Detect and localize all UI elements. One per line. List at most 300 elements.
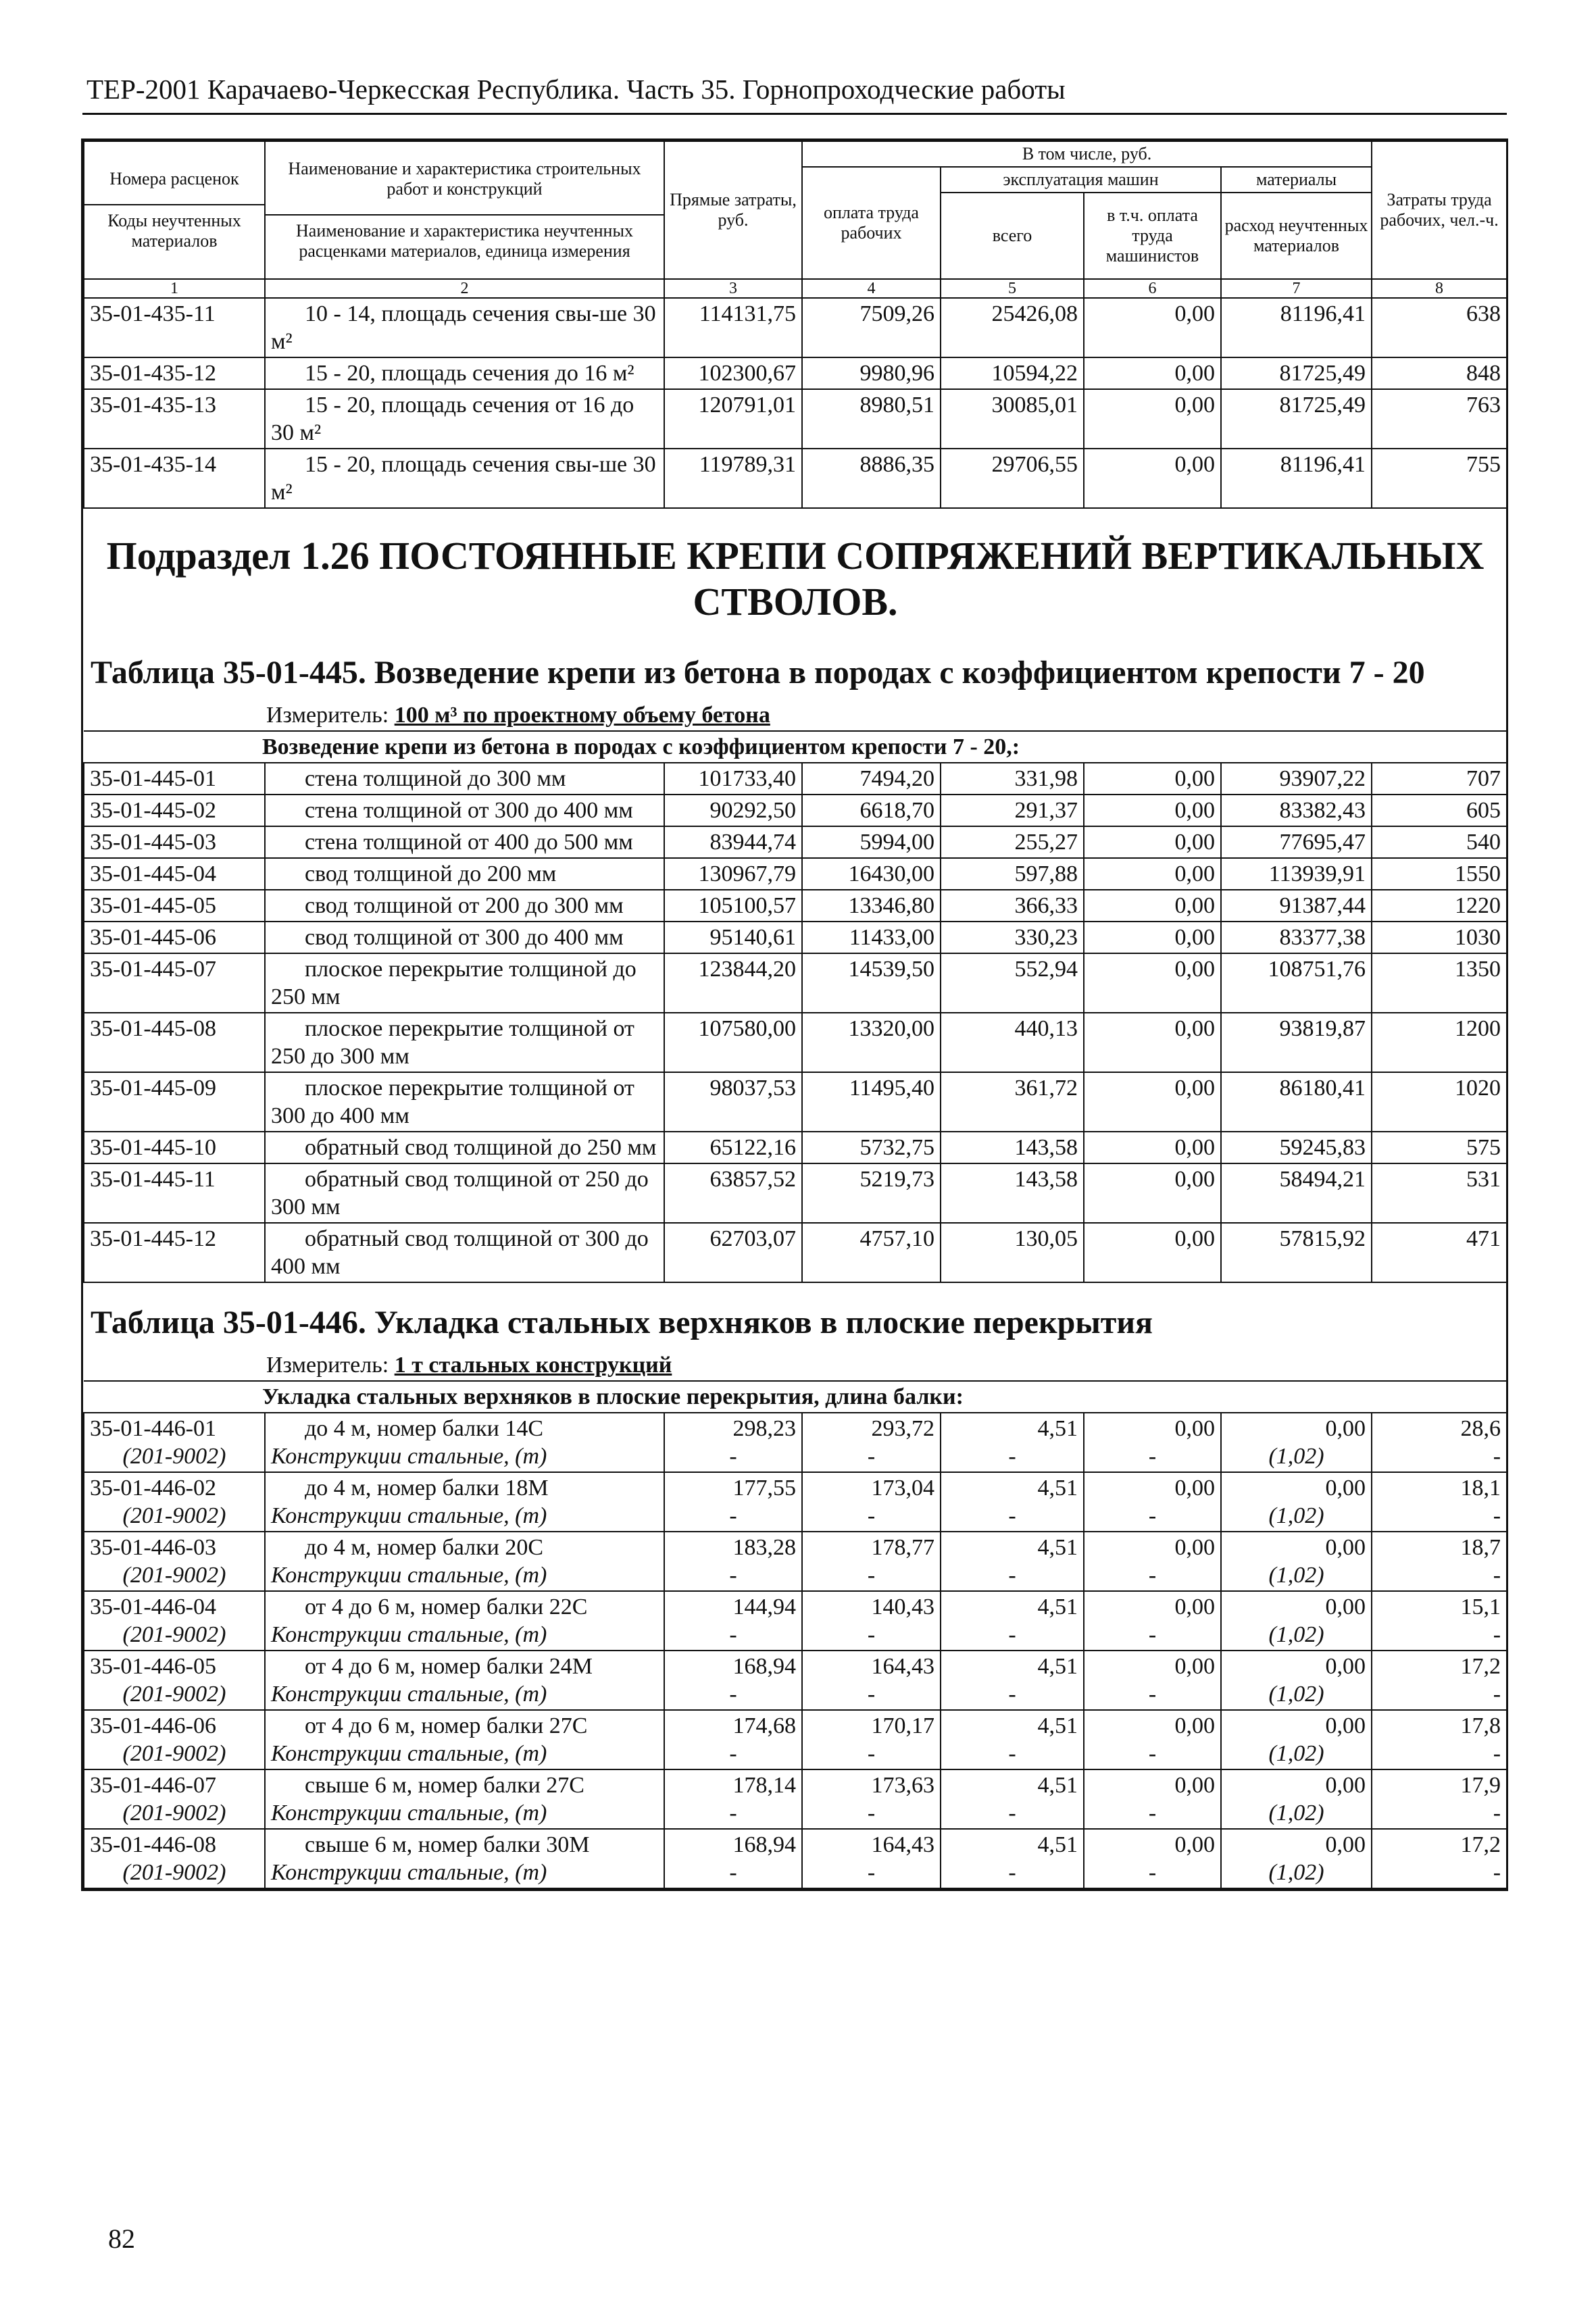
- rate-code: 35-01-445-02: [84, 795, 265, 826]
- dash-cell: -: [802, 1799, 941, 1829]
- materials-cost: 81725,49: [1221, 357, 1372, 389]
- direct-cost: 119789,31: [664, 449, 802, 508]
- materials-cost: 93819,87: [1221, 1013, 1372, 1072]
- table-row: [84, 1072, 1507, 1132]
- materials-cost: 83382,43: [1221, 795, 1372, 826]
- dash-cell: -: [941, 1859, 1084, 1888]
- dash-cell: -: [802, 1442, 941, 1472]
- direct-cost: 62703,07: [664, 1223, 802, 1282]
- table-title: Таблица 35-01-445. Возведение крепи из бетона в породах с коэффициентом крепости 7 - 20: [91, 655, 1425, 690]
- worker-pay: 7494,20: [802, 763, 941, 795]
- rate-code: 35-01-445-06: [84, 922, 265, 953]
- labor-cost: 575: [1372, 1132, 1507, 1163]
- table-row: [84, 1413, 1507, 1442]
- materials-cost: 81196,41: [1221, 449, 1372, 508]
- worker-pay: 5732,75: [802, 1132, 941, 1163]
- worker-pay: 16430,00: [802, 858, 941, 890]
- worker-pay: 140,43: [802, 1591, 941, 1621]
- materials-cost: 0,00: [1221, 1413, 1372, 1442]
- machines-cost: 291,37: [941, 795, 1084, 826]
- table-row: [84, 953, 1507, 1013]
- table-row: [84, 449, 1507, 508]
- labor-cost: 15,1: [1372, 1591, 1507, 1621]
- dash-cell: -: [941, 1442, 1084, 1472]
- machines-cost: 25426,08: [941, 298, 1084, 357]
- machines-cost: 361,72: [941, 1072, 1084, 1132]
- labor-cost: 17,2: [1372, 1829, 1507, 1859]
- direct-cost: 123844,20: [664, 953, 802, 1013]
- direct-cost: 98037,53: [664, 1072, 802, 1132]
- labor-cost: 763: [1372, 389, 1507, 449]
- drivers-pay: 0,00: [1084, 826, 1221, 858]
- materials-cost: 81196,41: [1221, 298, 1372, 357]
- dash-cell: -: [1084, 1740, 1221, 1769]
- dash-cell: -: [1372, 1561, 1507, 1591]
- rate-code: 35-01-435-14: [84, 449, 265, 508]
- col-number: 2: [265, 279, 664, 298]
- col-names-bottom: Наименование и характеристика неучтенных расценками материалов, единица измерения: [296, 221, 633, 261]
- material-name: Конструкции стальные, (т): [265, 1680, 664, 1710]
- section-title-row: [84, 508, 1507, 637]
- machines-cost: 10594,22: [941, 357, 1084, 389]
- materials-cost: 0,00: [1221, 1532, 1372, 1561]
- labor-cost: 17,9: [1372, 1769, 1507, 1799]
- dash-cell: -: [1372, 1442, 1507, 1472]
- material-consumption: (1,02): [1221, 1442, 1372, 1472]
- direct-cost: 144,94: [664, 1591, 802, 1621]
- table-row: [84, 890, 1507, 922]
- machines-cost: 4,51: [941, 1472, 1084, 1502]
- dash-cell: -: [1084, 1859, 1221, 1888]
- drivers-pay: 0,00: [1084, 1163, 1221, 1223]
- col-names-top: Наименование и характеристика строительных работ и конструкций: [288, 159, 641, 199]
- materials-cost: 77695,47: [1221, 826, 1372, 858]
- direct-cost: 114131,75: [664, 298, 802, 357]
- work-name: стена толщиной до 300 мм: [265, 763, 664, 795]
- dash-cell: -: [1372, 1680, 1507, 1710]
- rate-code: 35-01-445-05: [84, 890, 265, 922]
- table-row: [84, 763, 1507, 795]
- table-title: Таблица 35-01-446. Укладка стальных верхняков в плоские перекрытия: [84, 1282, 1507, 1349]
- direct-cost: 130967,79: [664, 858, 802, 890]
- table-row: [84, 922, 1507, 953]
- table-row: [84, 1223, 1507, 1282]
- material-consumption: (1,02): [1221, 1799, 1372, 1829]
- rate-code: 35-01-446-05: [84, 1651, 265, 1680]
- direct-cost: 174,68: [664, 1710, 802, 1740]
- work-name: плоское перекрытие толщиной до 250 мм: [265, 953, 664, 1013]
- col-pay-header: оплата труда рабочих: [802, 167, 941, 279]
- machines-cost: 597,88: [941, 858, 1084, 890]
- materials-cost: 86180,41: [1221, 1072, 1372, 1132]
- section-title: Подраздел 1.26 ПОСТОЯННЫЕ КРЕПИ СОПРЯЖЕНИЙ ВЕРТИКАЛЬНЫХ СТВОЛОВ.: [84, 508, 1507, 637]
- direct-cost: 177,55: [664, 1472, 802, 1502]
- worker-pay: 9980,96: [802, 357, 941, 389]
- labor-cost: 1030: [1372, 922, 1507, 953]
- table-row: [84, 1591, 1507, 1621]
- machines-cost: 143,58: [941, 1163, 1084, 1223]
- group-title: Возведение крепи из бетона в породах с коэффициентом крепости 7 - 20,:: [84, 731, 1507, 763]
- group-title-row: [84, 1381, 1507, 1413]
- labor-cost: 848: [1372, 357, 1507, 389]
- labor-cost: 707: [1372, 763, 1507, 795]
- rate-code: 35-01-445-12: [84, 1223, 265, 1282]
- price-table-frame: [81, 139, 1508, 1891]
- material-code: (201-9002): [84, 1502, 265, 1532]
- labor-cost: 17,2: [1372, 1651, 1507, 1680]
- worker-pay: 173,04: [802, 1472, 941, 1502]
- machines-cost: 331,98: [941, 763, 1084, 795]
- dash-cell: -: [664, 1502, 802, 1532]
- drivers-pay: 0,00: [1084, 298, 1221, 357]
- machines-cost: 4,51: [941, 1829, 1084, 1859]
- direct-cost: 105100,57: [664, 890, 802, 922]
- material-row: [84, 1502, 1507, 1532]
- rate-code: 35-01-445-07: [84, 953, 265, 1013]
- worker-pay: 4757,10: [802, 1223, 941, 1282]
- table-row: [84, 826, 1507, 858]
- work-name: 15 - 20, площадь сечения свы-ше 30 м²: [265, 449, 664, 508]
- drivers-pay: 0,00: [1084, 449, 1221, 508]
- dash-cell: -: [802, 1502, 941, 1532]
- dash-cell: -: [664, 1442, 802, 1472]
- materials-cost: 81725,49: [1221, 389, 1372, 449]
- machines-cost: 330,23: [941, 922, 1084, 953]
- rate-code: 35-01-446-08: [84, 1829, 265, 1859]
- work-name: 15 - 20, площадь сечения от 16 до 30 м²: [265, 389, 664, 449]
- drivers-pay: 0,00: [1084, 1591, 1221, 1621]
- machines-cost: 30085,01: [941, 389, 1084, 449]
- dash-cell: -: [1084, 1502, 1221, 1532]
- direct-cost: 120791,01: [664, 389, 802, 449]
- dash-cell: -: [941, 1561, 1084, 1591]
- group-title-row: [84, 731, 1507, 763]
- price-table: [83, 141, 1507, 1889]
- drivers-pay: 0,00: [1084, 1072, 1221, 1132]
- drivers-pay: 0,00: [1084, 1413, 1221, 1442]
- machines-cost: 130,05: [941, 1223, 1084, 1282]
- drivers-pay: 0,00: [1084, 1769, 1221, 1799]
- dash-cell: -: [941, 1680, 1084, 1710]
- table-row: [84, 1472, 1507, 1502]
- drivers-pay: 0,00: [1084, 1013, 1221, 1072]
- drivers-pay: 0,00: [1084, 1223, 1221, 1282]
- dash-cell: -: [941, 1621, 1084, 1651]
- labor-cost: 540: [1372, 826, 1507, 858]
- drivers-pay: 0,00: [1084, 1710, 1221, 1740]
- machines-cost: 552,94: [941, 953, 1084, 1013]
- work-name: стена толщиной от 400 до 500 мм: [265, 826, 664, 858]
- material-row: [84, 1799, 1507, 1829]
- drivers-pay: 0,00: [1084, 357, 1221, 389]
- machines-cost: 366,33: [941, 890, 1084, 922]
- material-code: (201-9002): [84, 1680, 265, 1710]
- worker-pay: 7509,26: [802, 298, 941, 357]
- rate-code: 35-01-446-06: [84, 1710, 265, 1740]
- direct-cost: 168,94: [664, 1829, 802, 1859]
- dash-cell: -: [802, 1561, 941, 1591]
- work-name: от 4 до 6 м, номер балки 24М: [265, 1651, 664, 1680]
- measure-label: Измеритель:: [266, 703, 389, 728]
- worker-pay: 11433,00: [802, 922, 941, 953]
- col-number: 6: [1084, 279, 1221, 298]
- page-number: 82: [108, 2223, 135, 2254]
- work-name: плоское перекрытие толщиной от 300 до 400 мм: [265, 1072, 664, 1132]
- labor-cost: 531: [1372, 1163, 1507, 1223]
- col-number: 1: [84, 279, 265, 298]
- measure-value: 1 т стальных конструкций: [394, 1353, 672, 1378]
- table-row: [84, 357, 1507, 389]
- drivers-pay: 0,00: [1084, 795, 1221, 826]
- materials-cost: 0,00: [1221, 1769, 1372, 1799]
- col-materials-header: материалы: [1221, 167, 1372, 193]
- materials-cost: 108751,76: [1221, 953, 1372, 1013]
- worker-pay: 5219,73: [802, 1163, 941, 1223]
- materials-cost: 0,00: [1221, 1651, 1372, 1680]
- rate-code: 35-01-446-02: [84, 1472, 265, 1502]
- drivers-pay: 0,00: [1084, 1472, 1221, 1502]
- drivers-pay: 0,00: [1084, 890, 1221, 922]
- material-name: Конструкции стальные, (т): [265, 1859, 664, 1888]
- dash-cell: -: [802, 1859, 941, 1888]
- dash-cell: -: [1372, 1502, 1507, 1532]
- materials-cost: 0,00: [1221, 1829, 1372, 1859]
- header-rule: [82, 113, 1507, 115]
- drivers-pay: 0,00: [1084, 389, 1221, 449]
- material-consumption: (1,02): [1221, 1621, 1372, 1651]
- measure-value: 100 м³ по проектному объему бетона: [394, 703, 770, 728]
- material-code: (201-9002): [84, 1621, 265, 1651]
- material-consumption: (1,02): [1221, 1680, 1372, 1710]
- col-drivers-header: в т.ч. оплата труда машинистов: [1084, 193, 1221, 279]
- drivers-pay: 0,00: [1084, 1829, 1221, 1859]
- col-total-header: всего: [941, 193, 1084, 279]
- material-row: [84, 1680, 1507, 1710]
- measure-line: [84, 699, 1507, 731]
- worker-pay: 8980,51: [802, 389, 941, 449]
- rate-code: 35-01-445-03: [84, 826, 265, 858]
- dash-cell: -: [1084, 1799, 1221, 1829]
- drivers-pay: 0,00: [1084, 953, 1221, 1013]
- table-row: [84, 858, 1507, 890]
- labor-cost: 755: [1372, 449, 1507, 508]
- machines-cost: 255,27: [941, 826, 1084, 858]
- labor-cost: 471: [1372, 1223, 1507, 1282]
- material-row: [84, 1442, 1507, 1472]
- drivers-pay: 0,00: [1084, 1532, 1221, 1561]
- material-consumption: (1,02): [1221, 1859, 1372, 1888]
- work-name: свыше 6 м, номер балки 27С: [265, 1769, 664, 1799]
- rate-code: 35-01-446-04: [84, 1591, 265, 1621]
- work-name: до 4 м, номер балки 18М: [265, 1472, 664, 1502]
- col-codes-header: [84, 141, 265, 279]
- worker-pay: 11495,40: [802, 1072, 941, 1132]
- work-name: обратный свод толщиной от 250 до 300 мм: [265, 1163, 664, 1223]
- table-row: [84, 298, 1507, 357]
- material-row: [84, 1859, 1507, 1888]
- material-name: Конструкции стальные, (т): [265, 1502, 664, 1532]
- materials-cost: 57815,92: [1221, 1223, 1372, 1282]
- worker-pay: 13346,80: [802, 890, 941, 922]
- work-name: свод толщиной от 300 до 400 мм: [265, 922, 664, 953]
- material-name: Конструкции стальные, (т): [265, 1799, 664, 1829]
- page-header: ТЕР-2001 Карачаево-Черкесская Республика. Часть 35. Горнопроходческие работы: [86, 74, 1066, 105]
- material-row: [84, 1561, 1507, 1591]
- dash-cell: -: [802, 1740, 941, 1769]
- work-name: 10 - 14, площадь сечения свы-ше 30 м²: [265, 298, 664, 357]
- work-name: плоское перекрытие толщиной от 250 до 300 мм: [265, 1013, 664, 1072]
- col-number: 5: [941, 279, 1084, 298]
- direct-cost: 298,23: [664, 1413, 802, 1442]
- table-row: [84, 1163, 1507, 1223]
- col-consumption-header: расход неучтенных материалов: [1221, 193, 1372, 279]
- rate-code: 35-01-446-07: [84, 1769, 265, 1799]
- material-consumption: (1,02): [1221, 1502, 1372, 1532]
- rate-code: 35-01-445-11: [84, 1163, 265, 1223]
- worker-pay: 164,43: [802, 1651, 941, 1680]
- work-name: 15 - 20, площадь сечения до 16 м²: [265, 357, 664, 389]
- dash-cell: -: [1084, 1561, 1221, 1591]
- table-row: [84, 1829, 1507, 1859]
- materials-cost: 0,00: [1221, 1710, 1372, 1740]
- materials-cost: 59245,83: [1221, 1132, 1372, 1163]
- dash-cell: -: [664, 1680, 802, 1710]
- rate-code: 35-01-445-01: [84, 763, 265, 795]
- drivers-pay: 0,00: [1084, 1651, 1221, 1680]
- material-consumption: (1,02): [1221, 1561, 1372, 1591]
- dash-cell: -: [664, 1561, 802, 1591]
- worker-pay: 173,63: [802, 1769, 941, 1799]
- machines-cost: 4,51: [941, 1532, 1084, 1561]
- material-code: (201-9002): [84, 1859, 265, 1888]
- machines-cost: 4,51: [941, 1710, 1084, 1740]
- rate-code: 35-01-446-03: [84, 1532, 265, 1561]
- worker-pay: 14539,50: [802, 953, 941, 1013]
- labor-cost: 18,1: [1372, 1472, 1507, 1502]
- dash-cell: -: [1084, 1621, 1221, 1651]
- material-consumption: (1,02): [1221, 1740, 1372, 1769]
- dash-cell: -: [1372, 1740, 1507, 1769]
- materials-cost: 83377,38: [1221, 922, 1372, 953]
- col-codes-top: Номера расценок: [109, 169, 239, 188]
- table-row: [84, 1532, 1507, 1561]
- material-name: Конструкции стальные, (т): [265, 1561, 664, 1591]
- work-name: обратный свод толщиной от 300 до 400 мм: [265, 1223, 664, 1282]
- work-name: до 4 м, номер балки 14С: [265, 1413, 664, 1442]
- dash-cell: -: [664, 1859, 802, 1888]
- direct-cost: 63857,52: [664, 1163, 802, 1223]
- material-code: (201-9002): [84, 1442, 265, 1472]
- worker-pay: 164,43: [802, 1829, 941, 1859]
- work-name: свыше 6 м, номер балки 30М: [265, 1829, 664, 1859]
- measure-line: [84, 1349, 1507, 1381]
- material-code: (201-9002): [84, 1799, 265, 1829]
- table-row: [84, 1769, 1507, 1799]
- machines-cost: 4,51: [941, 1769, 1084, 1799]
- dash-cell: -: [1084, 1680, 1221, 1710]
- table-row: [84, 1013, 1507, 1072]
- dash-cell: -: [1372, 1621, 1507, 1651]
- machines-cost: 4,51: [941, 1651, 1084, 1680]
- table-row: [84, 1651, 1507, 1680]
- material-row: [84, 1621, 1507, 1651]
- dash-cell: -: [664, 1799, 802, 1829]
- materials-cost: 0,00: [1221, 1472, 1372, 1502]
- machines-cost: 4,51: [941, 1413, 1084, 1442]
- rate-code: 35-01-435-12: [84, 357, 265, 389]
- dash-cell: -: [941, 1799, 1084, 1829]
- machines-cost: 440,13: [941, 1013, 1084, 1072]
- materials-cost: 91387,44: [1221, 890, 1372, 922]
- labor-cost: 17,8: [1372, 1710, 1507, 1740]
- direct-cost: 101733,40: [664, 763, 802, 795]
- labor-cost: 638: [1372, 298, 1507, 357]
- col-machines-header: эксплуатация машин: [941, 167, 1221, 193]
- worker-pay: 178,77: [802, 1532, 941, 1561]
- price-table-body: [84, 141, 1507, 1888]
- drivers-pay: 0,00: [1084, 1132, 1221, 1163]
- direct-cost: 83944,74: [664, 826, 802, 858]
- work-name: свод толщиной от 200 до 300 мм: [265, 890, 664, 922]
- group-title: Укладка стальных верхняков в плоские перекрытия, длина балки:: [84, 1381, 1507, 1413]
- col-number: 8: [1372, 279, 1507, 298]
- direct-cost: 168,94: [664, 1651, 802, 1680]
- worker-pay: 293,72: [802, 1413, 941, 1442]
- col-codes-bottom: Коды неучтенных материалов: [107, 211, 241, 251]
- dash-cell: -: [1084, 1442, 1221, 1472]
- table-title-row: [84, 637, 1507, 699]
- machines-cost: 143,58: [941, 1132, 1084, 1163]
- work-name: обратный свод толщиной до 250 мм: [265, 1132, 664, 1163]
- measure-line-row: [84, 1349, 1507, 1381]
- labor-cost: 18,7: [1372, 1532, 1507, 1561]
- rate-code: 35-01-435-11: [84, 298, 265, 357]
- dash-cell: -: [664, 1740, 802, 1769]
- materials-cost: 0,00: [1221, 1591, 1372, 1621]
- material-name: Конструкции стальные, (т): [265, 1442, 664, 1472]
- col-names-header: [265, 141, 664, 279]
- table-row: [84, 1132, 1507, 1163]
- worker-pay: 8886,35: [802, 449, 941, 508]
- worker-pay: 13320,00: [802, 1013, 941, 1072]
- table-row: [84, 795, 1507, 826]
- materials-cost: 58494,21: [1221, 1163, 1372, 1223]
- direct-cost: 107580,00: [664, 1013, 802, 1072]
- drivers-pay: 0,00: [1084, 922, 1221, 953]
- col-number: 7: [1221, 279, 1372, 298]
- labor-cost: 1350: [1372, 953, 1507, 1013]
- dash-cell: -: [1372, 1799, 1507, 1829]
- labor-cost: 605: [1372, 795, 1507, 826]
- labor-cost: 1020: [1372, 1072, 1507, 1132]
- work-name: до 4 м, номер балки 20С: [265, 1532, 664, 1561]
- table-title-row: [84, 1282, 1507, 1349]
- rate-code: 35-01-446-01: [84, 1413, 265, 1442]
- labor-cost: 1220: [1372, 890, 1507, 922]
- direct-cost: 65122,16: [664, 1132, 802, 1163]
- col-incl-header: В том числе, руб.: [802, 141, 1372, 167]
- col-number: 4: [802, 279, 941, 298]
- work-name: от 4 до 6 м, номер балки 22С: [265, 1591, 664, 1621]
- drivers-pay: 0,00: [1084, 763, 1221, 795]
- col-direct-header: Прямые затраты, руб.: [664, 141, 802, 279]
- dash-cell: -: [1372, 1859, 1507, 1888]
- rate-code: 35-01-445-08: [84, 1013, 265, 1072]
- table-row: [84, 389, 1507, 449]
- direct-cost: 95140,61: [664, 922, 802, 953]
- col-number: 3: [664, 279, 802, 298]
- dash-cell: -: [941, 1502, 1084, 1532]
